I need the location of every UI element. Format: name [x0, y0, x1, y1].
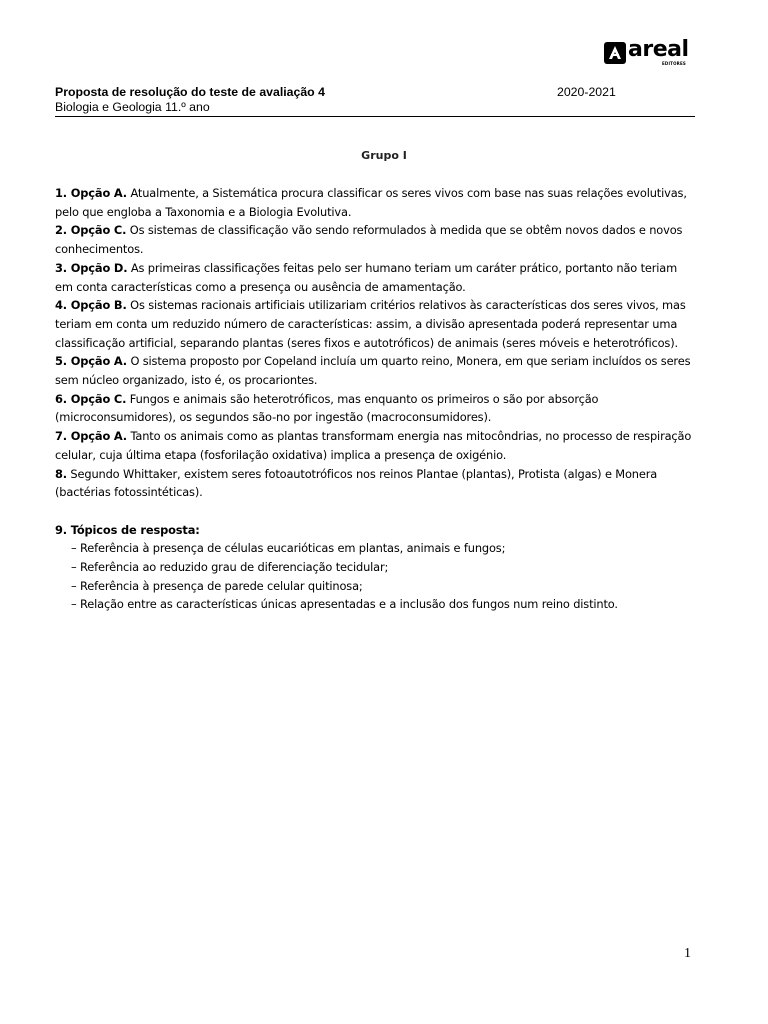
- answer-text: Tanto os animais como as plantas transformam energia nas mitocôndrias, no processo de respiração celular, cuja última etapa (fosforilação oxidativa) implica a presença de oxigénio.: [55, 429, 692, 462]
- topic-item: – Referência à presença de células eucarióticas em plantas, animais e fungos;: [71, 541, 506, 556]
- answer-text: As primeiras classificações feitas pelo ser humano teriam um caráter prático, portanto não teriam em conta características como a presença ou ausência de amamentação.: [55, 260, 678, 294]
- answers-content: [55, 184, 697, 614]
- answer-item: [55, 184, 697, 221]
- topics-heading: 9. Tópicos de resposta:: [55, 522, 200, 537]
- publisher-logo: [604, 37, 696, 70]
- answer-label: 8.: [55, 466, 67, 481]
- answer-item: [55, 221, 697, 258]
- document-title: Proposta de resolução do teste de avaliação 4: [55, 85, 325, 99]
- page-number: 1: [684, 946, 691, 961]
- document-subtitle: Biologia e Geologia 11.º ano: [55, 100, 210, 114]
- answer-label: 1. Opção A.: [55, 186, 127, 200]
- answer-item: [55, 465, 697, 502]
- answer-label: 3. Opção D.: [55, 260, 128, 275]
- topic-item: – Referência ao reduzido grau de diferenciação tecidular;: [71, 560, 389, 575]
- answer-item: [55, 352, 697, 389]
- answer-text: O sistema proposto por Copeland incluía um quarto reino, Monera, em que seriam incluídos os seres sem núcleo organizado, isto é, os procariontes.: [55, 354, 691, 388]
- document-header: [55, 84, 695, 117]
- group-title: Grupo I: [361, 149, 407, 162]
- publisher-logo-mark-icon: [604, 42, 626, 64]
- school-year: 2020-2021: [557, 85, 616, 99]
- answer-item: [55, 427, 697, 464]
- answer-item: [55, 296, 697, 352]
- topic-item: – Referência à presença de parede celular quitinosa;: [71, 578, 363, 593]
- topic-item: – Relação entre as características únicas apresentadas e a inclusão dos fungos num reino distinto.: [71, 597, 618, 612]
- answer-label: 2. Opção C.: [55, 223, 127, 238]
- answer-item: [55, 259, 697, 296]
- answer-label: 6. Opção C.: [55, 391, 127, 406]
- answer-text: Atualmente, a Sistemática procura classificar os seres vivos com base nas suas relações evolutivas, pelo que engloba a Taxonomia e a Biologia Evolutiva.: [55, 186, 687, 219]
- answer-label: 5. Opção A.: [55, 354, 127, 369]
- answer-item: [55, 390, 697, 427]
- publisher-logo-subtext: EDITORES: [662, 61, 686, 66]
- publisher-logo-wordmark: areal: [628, 37, 689, 62]
- answer-text: Fungos e animais são heterotróficos, mas enquanto os primeiros o são por absorção (microconsumidores), os segundos são-no por ingestão (macroconsumidores).: [55, 391, 599, 425]
- answer-label: 7. Opção A.: [55, 429, 127, 444]
- answer-text: Os sistemas de classificação vão sendo reformulados à medida que se obtêm novos dados e novos conhecimentos.: [55, 223, 683, 257]
- answer-label: 4. Opção B.: [55, 298, 127, 313]
- answer-text: Os sistemas racionais artificiais utilizariam critérios relativos às características dos seres vivos, mas teriam em conta um reduzido número de características: assim, a divisão apresentada poderá representar uma classificação artificial, separando plantas (seres fixos e autotróficos) de animais (seres móveis e heterotróficos).: [55, 298, 686, 350]
- answer-text: Segundo Whittaker, existem seres fotoautotróficos nos reinos Plantae (plantas), Protista (algas) e Monera (bactérias fotossintéticas).: [55, 466, 658, 500]
